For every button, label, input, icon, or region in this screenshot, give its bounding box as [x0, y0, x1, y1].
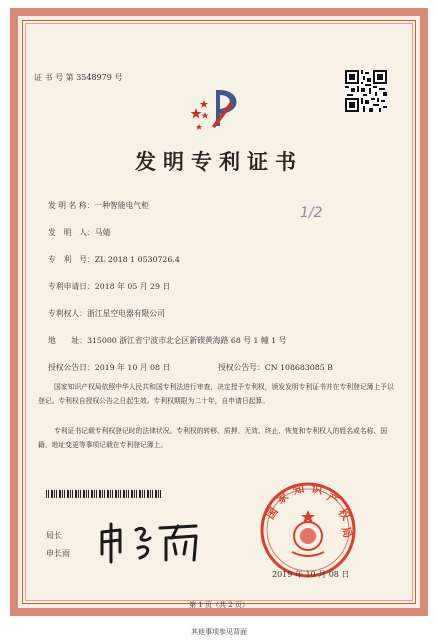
field-label: 专利申请日：: [48, 282, 95, 291]
field-patent-number: [48, 254, 180, 265]
paragraph-grant-statement: 国家知识产权局依照中华人民共和国专利法进行审查，决定授予专利权，颁发发明专利证书并在专利登记簿上予以登记。专利权自授权公告之日起生效。专利权期限为二十年，自申请日起算。: [38, 383, 394, 405]
field-value: 浙江星空电器有限公司: [86, 309, 165, 318]
paragraph-legal-status: 专利证书记载专利权登记时的法律状况。专利权的转移、质押、无效、终止、恢复和专利权人的姓名或名称、国籍、地址变更等事项记载在专利登记簿上。: [38, 427, 388, 449]
field-label: 发 明 人：: [48, 228, 95, 237]
field-value: 马婧: [94, 228, 111, 237]
official-seal-icon: [258, 480, 358, 580]
certificate-number-value: 3548979: [76, 73, 112, 82]
svg-text:权: 权: [335, 506, 353, 523]
page-number: 第 1 页（共 2 页）: [189, 601, 249, 609]
field-label: 专利权人：: [48, 309, 87, 318]
svg-text:知: 知: [291, 481, 306, 497]
svg-text:家: 家: [274, 489, 291, 507]
sign-date: 2019 年 10 月 08 日: [272, 570, 350, 579]
certificate-number-label: 证 书 号 第: [34, 73, 74, 82]
field-label: 地 址：: [48, 336, 87, 345]
field-value: 2018 年 05 月 29 日: [94, 282, 171, 291]
field-value: 315000 浙江省宁波市北仑区新碶黄海路 68 号 1 幢 1 号: [86, 336, 287, 345]
barcode: [46, 490, 162, 498]
field-filing-date: [48, 281, 170, 292]
field-grant-number: [218, 362, 333, 373]
field-label: 专 利 号：: [48, 255, 95, 264]
director-title: 局长: [46, 531, 62, 540]
field-patentee: [48, 308, 165, 319]
svg-text:国: 国: [263, 505, 281, 522]
field-label: 发 明 名 称：: [48, 201, 95, 210]
field-grant-date: [48, 362, 170, 373]
field-value: 2019 年 10 月 08 日: [94, 363, 171, 372]
field-value: CN 108683085 B: [264, 363, 333, 372]
svg-text:局: 局: [339, 525, 355, 540]
handwritten-note: 1/2: [300, 205, 323, 221]
footnote: 其他事项参见背面: [191, 628, 247, 636]
certificate-number: [34, 72, 122, 83]
field-inventor: [48, 227, 110, 238]
certificate-number-suffix: 号: [114, 73, 123, 82]
field-invention-name: [48, 200, 149, 211]
svg-text:产: 产: [324, 490, 341, 508]
certificate-title: 发明专利证书: [135, 149, 303, 174]
qr-code-icon: [345, 70, 387, 112]
field-label: 授权公告号：: [218, 363, 265, 372]
director-name: 申长雨: [46, 549, 70, 558]
patent-office-logo-icon: [190, 86, 246, 130]
field-label: 授权公告日：: [48, 363, 95, 372]
field-address: [48, 335, 287, 346]
svg-text:识: 识: [310, 482, 324, 497]
director-signature-icon: [96, 518, 216, 566]
field-value: 一种智能电气柜: [94, 201, 149, 210]
field-value: ZL 2018 1 0530726.4: [94, 255, 180, 264]
